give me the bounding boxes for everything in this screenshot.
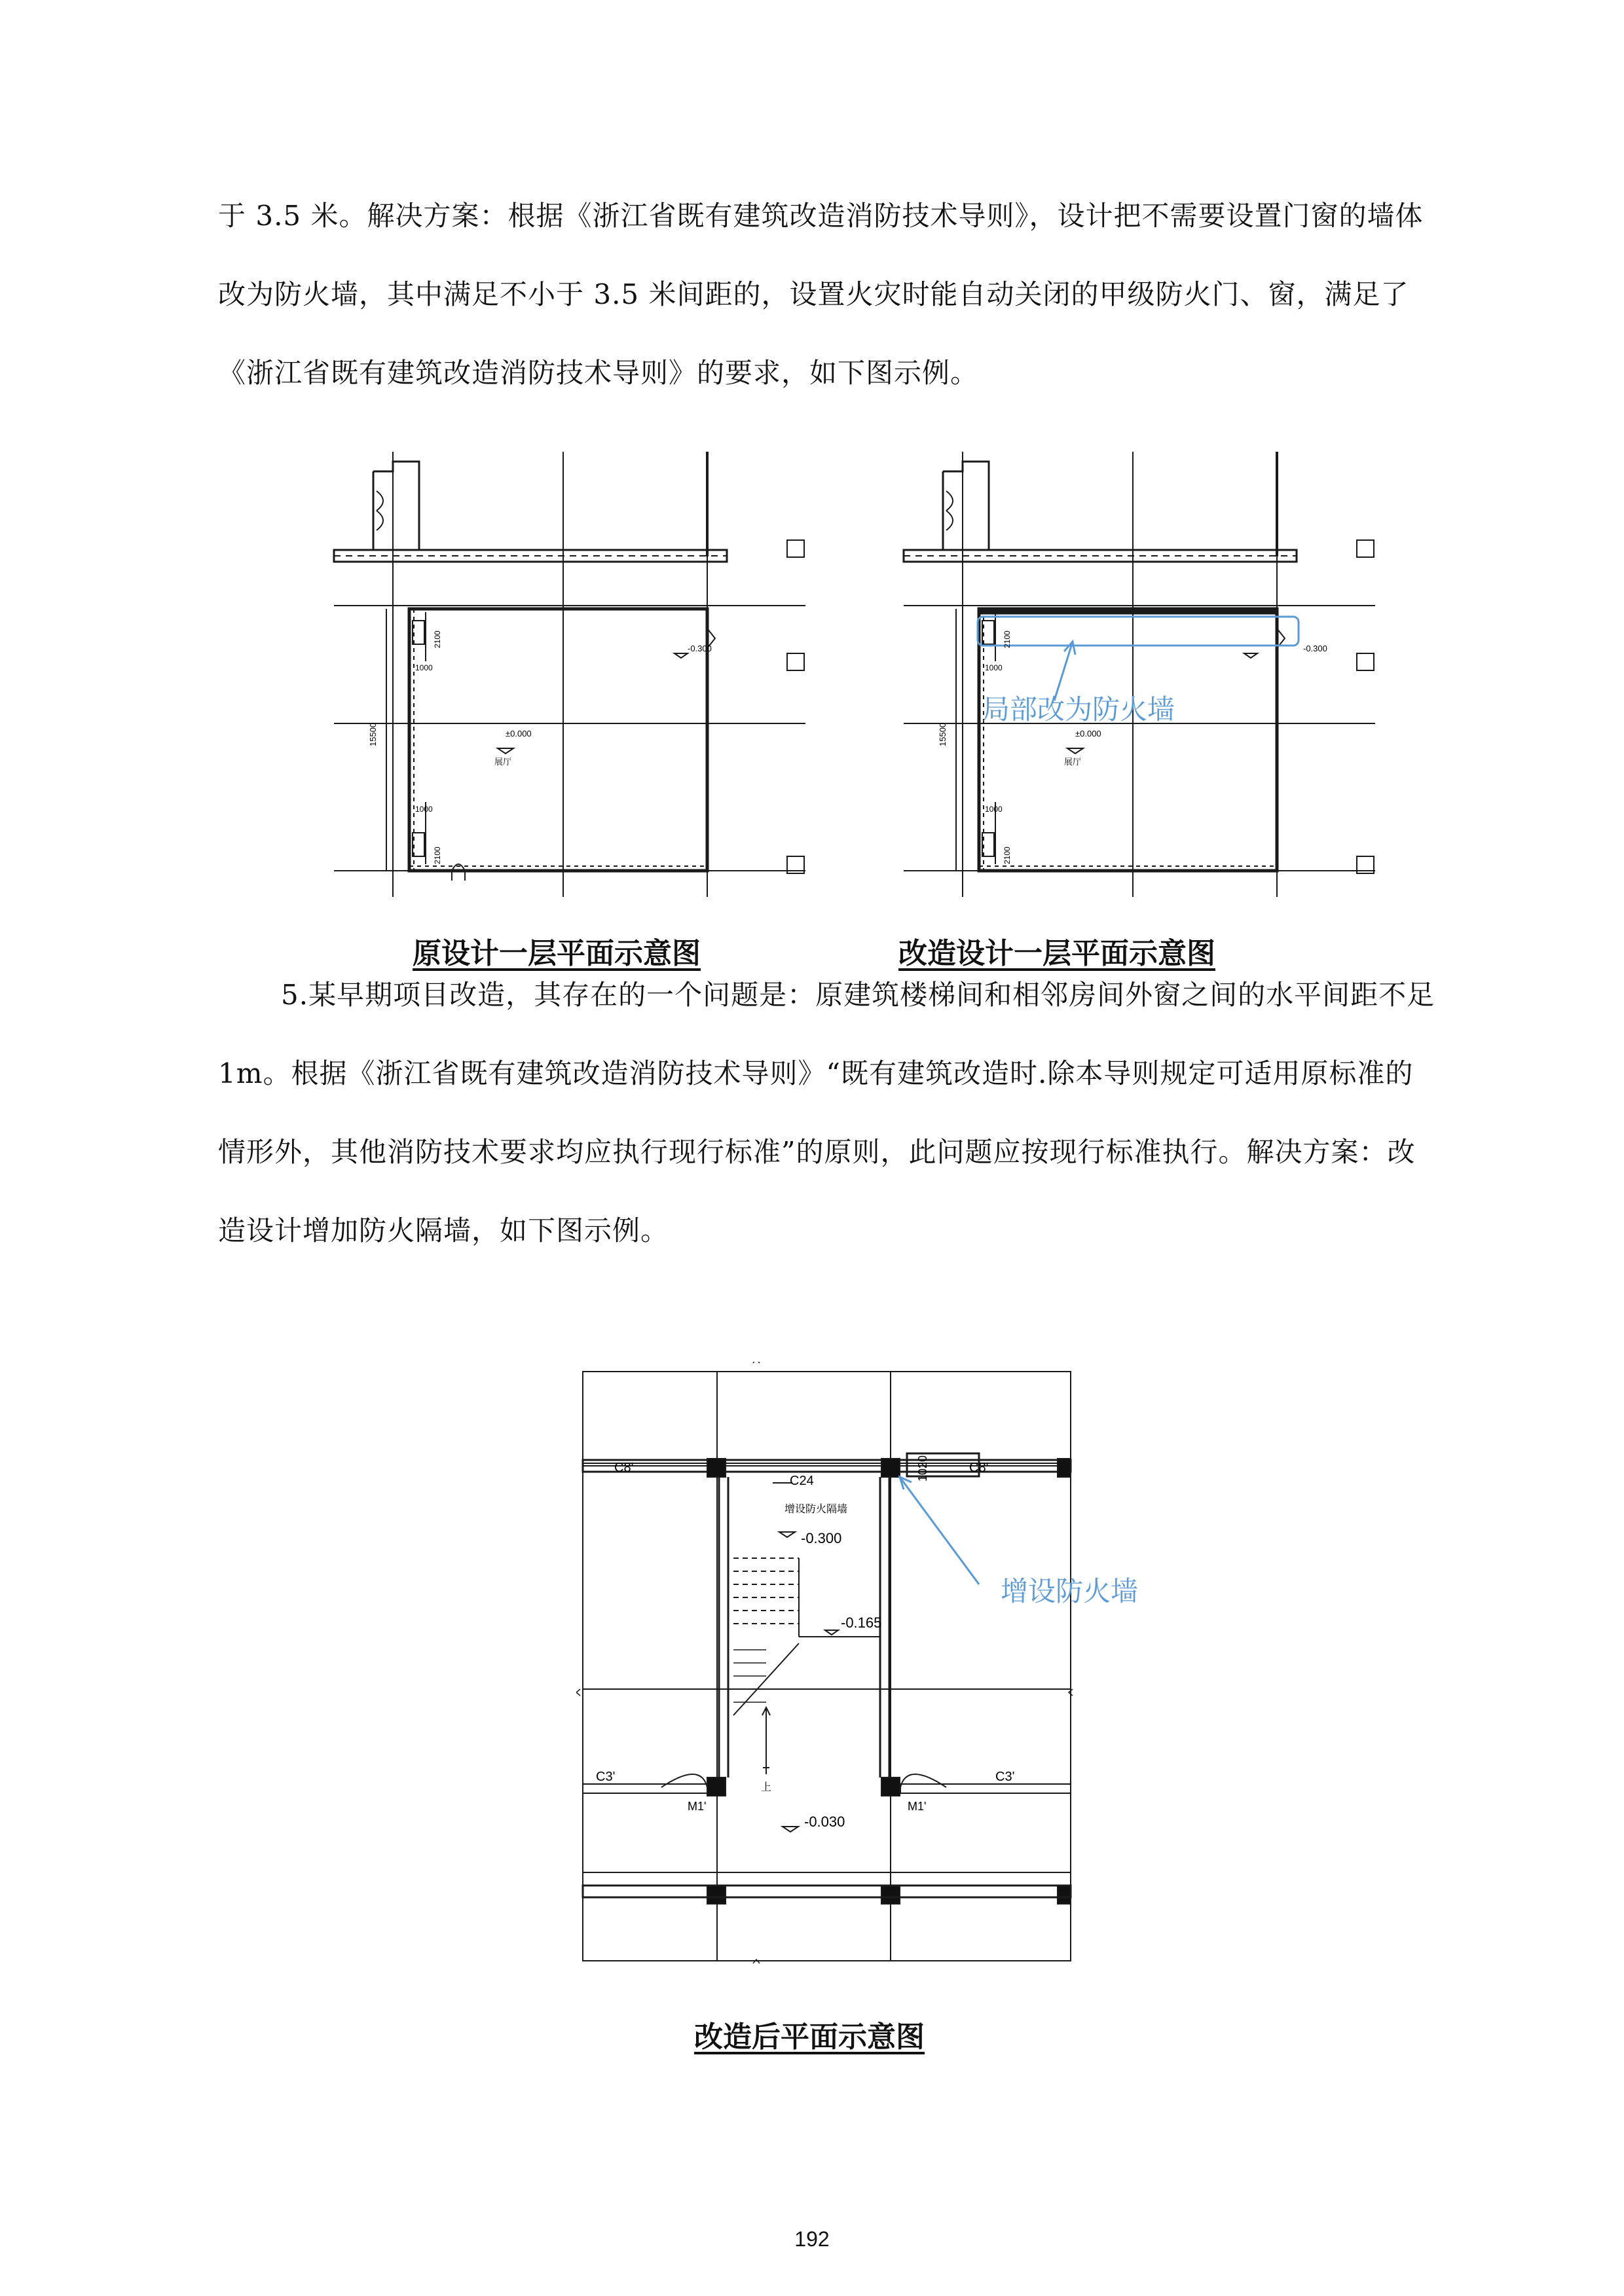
window-c3-right: C3' [995,1770,1015,1784]
door-m1-right: M1' [908,1800,927,1813]
stair-plan-figure [576,1362,1166,1964]
floor-plan-comparison-figure [321,445,1382,903]
fire-wall-annotation: 局部改为防火墙 [982,693,1175,725]
original-dim-2100-top: 2100 [433,630,442,648]
original-floor-plan [334,445,805,903]
original-elevation-floor: ±0.000 [506,729,532,738]
window-c8-right: C8' [969,1461,989,1475]
renovated-dim-1000-bottom: 1000 [985,805,1003,814]
original-room-label: 展厅 [494,757,512,767]
dimension-1020: 1020 [916,1455,929,1482]
paragraph-2: 5.某早期项目改造，其存在的一个问题是：原建筑楼梯间和相邻房间外窗之间的水平间距不足 1m。根据《浙江省既有建筑改造消防技术导则》“既有建筑改造时.除本导则规定可适用原标准的情形外，其他消防技术要求均应执行现行标准”的原则，此问题应按现行标准执行。解决方案：改造设计增加防火隔墙，如下图示例。 [218,979,1435,1247]
fire-wall-highlight-box [978,617,1299,646]
door-m1-left: M1' [688,1800,707,1813]
caption-after-renovation: 改造后平面示意图 [694,2020,925,2054]
elevation-minus-0-165: -0.165 [841,1614,882,1631]
original-dim-1000-bottom: 1000 [415,805,433,814]
window-c8-left: C8' [614,1461,634,1475]
renovated-dim-1000-top: 1000 [985,663,1003,672]
original-dim-2100-bottom: 2100 [433,847,442,864]
page-number: 192 [794,2227,830,2251]
renovated-dim-2100-top: 2100 [1003,630,1012,648]
new-wall-arrow [900,1477,979,1584]
caption-renovated-plan: 改造设计一层平面示意图 [898,937,1215,970]
new-fire-wall-annotation: 增设防火墙 [1001,1575,1139,1607]
renovated-dim-2100-bottom: 2100 [1003,847,1012,864]
caption-original-plan: 原设计一层平面示意图 [413,937,701,970]
renovated-dim-15500: 15500 [938,722,948,746]
renovated-floor-plan [904,452,1375,897]
renovated-elevation-floor: ±0.000 [1075,729,1101,738]
elevation-minus-0-300: -0.300 [801,1530,842,1546]
window-c24: C24 [790,1474,814,1488]
paragraph-1: 于 3.5 米。解决方案：根据《浙江省既有建筑改造消防技术导则》，设计把不需要设置门窗的墙体改为防火墙，其中满足不小于 3.5 米间距的，设置火灾时能自动关闭的甲级防火门、窗，满足了《浙江省既有建筑改造消防技术导则》的要求，如下图示例。 [218,200,1424,389]
stair-up-label: 上 [761,1782,772,1793]
elevation-minus-0-030: -0.030 [804,1813,845,1830]
annotation-arrow [1054,642,1075,701]
window-c3-left: C3' [596,1770,616,1784]
renovated-elevation-outside: -0.300 [1303,644,1327,653]
original-elevation-outside: -0.300 [688,644,712,653]
label-new-fire-partition: 增设防火隔墙 [784,1504,848,1515]
original-dim-1000-top: 1000 [415,663,433,672]
renovated-room-label: 展厅 [1064,757,1082,767]
stair-plan-drawing [576,1362,1073,1963]
original-dim-15500: 15500 [368,722,378,746]
